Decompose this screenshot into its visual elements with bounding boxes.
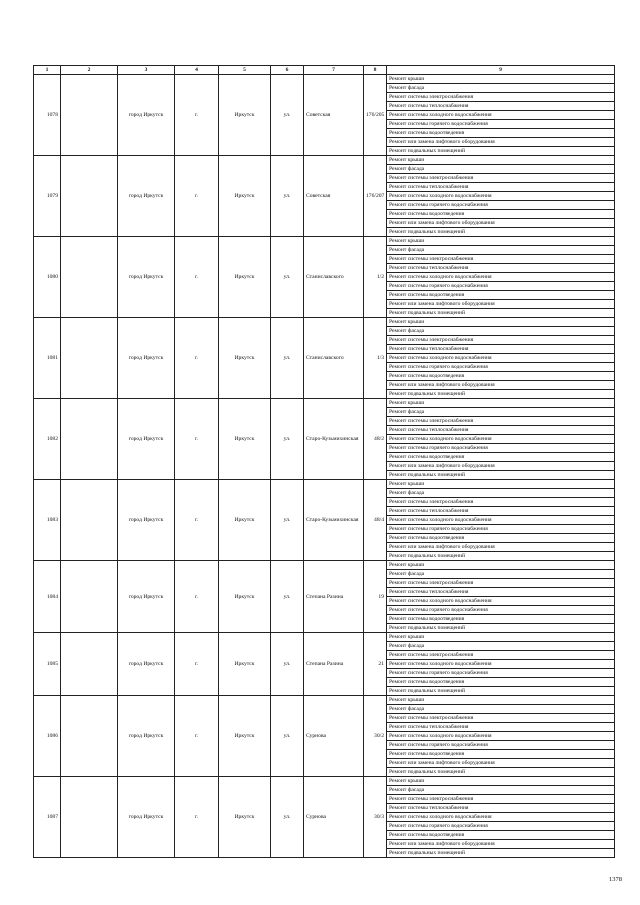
record-number: 1082 xyxy=(34,399,61,480)
table-row xyxy=(34,399,615,408)
record-col2 xyxy=(61,561,118,633)
work-item: Ремонт системы холодного водоснабжения xyxy=(387,273,615,282)
work-item: Ремонт крыши xyxy=(387,633,615,642)
record-col2 xyxy=(61,318,118,399)
work-item: Ремонт фасада xyxy=(387,570,615,579)
record-settlement-type: г. xyxy=(175,561,219,633)
work-item: Ремонт фасада xyxy=(387,408,615,417)
table-row xyxy=(34,156,615,165)
record-col2 xyxy=(61,696,118,777)
work-item: Ремонт системы горячего водоснабжения xyxy=(387,669,615,678)
work-item: Ремонт фасада xyxy=(387,327,615,336)
record-street-type: ул. xyxy=(271,696,304,777)
record-street: Сурнова xyxy=(304,777,364,858)
work-item: Ремонт системы холодного водоснабжения xyxy=(387,732,615,741)
record-col2 xyxy=(61,75,118,156)
record-street: Старо-Кузьмихинская xyxy=(304,480,364,561)
record-municipality: город Иркутск xyxy=(118,777,175,858)
record-col2 xyxy=(61,156,118,237)
record-municipality: город Иркутск xyxy=(118,318,175,399)
column-header: 7 xyxy=(304,66,364,75)
work-item: Ремонт системы теплоснабжения xyxy=(387,183,615,192)
table-row xyxy=(34,480,615,489)
work-item: Ремонт подвальных помещений xyxy=(387,768,615,777)
record-street-type: ул. xyxy=(271,156,304,237)
record-municipality: город Иркутск xyxy=(118,156,175,237)
work-item: Ремонт крыши xyxy=(387,561,615,570)
record-municipality: город Иркутск xyxy=(118,399,175,480)
work-item: Ремонт или замена лифтового оборудования xyxy=(387,462,615,471)
record-number: 1086 xyxy=(34,696,61,777)
work-item: Ремонт системы холодного водоснабжения xyxy=(387,354,615,363)
record-settlement-type: г. xyxy=(175,75,219,156)
record-col2 xyxy=(61,237,118,318)
record-number: 1081 xyxy=(34,318,61,399)
record-settlement-type: г. xyxy=(175,399,219,480)
record-street-type: ул. xyxy=(271,399,304,480)
record-municipality: город Иркутск xyxy=(118,480,175,561)
column-header: 1 xyxy=(34,66,61,75)
work-item: Ремонт системы водоотведения xyxy=(387,291,615,300)
work-item: Ремонт фасада xyxy=(387,786,615,795)
record-house: 176/205 xyxy=(364,75,387,156)
work-item: Ремонт или замена лифтового оборудования xyxy=(387,543,615,552)
work-item: Ремонт системы холодного водоснабжения xyxy=(387,813,615,822)
record-municipality: город Иркутск xyxy=(118,633,175,696)
work-item: Ремонт системы теплоснабжения xyxy=(387,804,615,813)
work-item: Ремонт подвальных помещений xyxy=(387,687,615,696)
work-item: Ремонт крыши xyxy=(387,696,615,705)
work-item: Ремонт системы водоотведения xyxy=(387,750,615,759)
column-header: 6 xyxy=(271,66,304,75)
work-item: Ремонт системы холодного водоснабжения xyxy=(387,660,615,669)
record-settlement: Иркутск xyxy=(219,237,271,318)
work-item: Ремонт системы водоотведения xyxy=(387,453,615,462)
work-item: Ремонт системы холодного водоснабжения xyxy=(387,597,615,606)
work-item: Ремонт системы электроснабжения xyxy=(387,417,615,426)
work-item: Ремонт подвальных помещений xyxy=(387,309,615,318)
work-item: Ремонт подвальных помещений xyxy=(387,552,615,561)
record-street: Степана Разина xyxy=(304,561,364,633)
work-item: Ремонт системы водоотведения xyxy=(387,831,615,840)
column-header: 3 xyxy=(118,66,175,75)
work-item: Ремонт системы теплоснабжения xyxy=(387,588,615,597)
work-item: Ремонт фасада xyxy=(387,246,615,255)
work-item: Ремонт системы водоотведения xyxy=(387,129,615,138)
record-house: 1/2 xyxy=(364,237,387,318)
work-item: Ремонт системы горячего водоснабжения xyxy=(387,525,615,534)
column-header: 8 xyxy=(364,66,387,75)
record-number: 1085 xyxy=(34,633,61,696)
work-item: Ремонт системы горячего водоснабжения xyxy=(387,741,615,750)
record-house: 21 xyxy=(364,633,387,696)
work-item: Ремонт системы горячего водоснабжения xyxy=(387,120,615,129)
record-house: 19 xyxy=(364,561,387,633)
record-settlement: Иркутск xyxy=(219,399,271,480)
work-item: Ремонт крыши xyxy=(387,480,615,489)
record-number: 1080 xyxy=(34,237,61,318)
record-settlement: Иркутск xyxy=(219,777,271,858)
work-item: Ремонт подвальных помещений xyxy=(387,471,615,480)
work-item: Ремонт системы электроснабжения xyxy=(387,498,615,507)
record-settlement-type: г. xyxy=(175,480,219,561)
record-settlement-type: г. xyxy=(175,237,219,318)
work-item: Ремонт крыши xyxy=(387,318,615,327)
record-street: Станиславского xyxy=(304,237,364,318)
record-street-type: ул. xyxy=(271,480,304,561)
record-municipality: город Иркутск xyxy=(118,696,175,777)
record-number: 1087 xyxy=(34,777,61,858)
work-item: Ремонт системы горячего водоснабжения xyxy=(387,444,615,453)
table-row xyxy=(34,777,615,786)
work-item: Ремонт фасада xyxy=(387,165,615,174)
work-item: Ремонт системы водоотведения xyxy=(387,678,615,687)
record-municipality: город Иркутск xyxy=(118,237,175,318)
work-item: Ремонт системы теплоснабжения xyxy=(387,507,615,516)
work-item: Ремонт системы электроснабжения xyxy=(387,93,615,102)
work-item: Ремонт системы горячего водоснабжения xyxy=(387,363,615,372)
work-item: Ремонт системы холодного водоснабжения xyxy=(387,192,615,201)
table-body xyxy=(34,75,615,858)
work-item: Ремонт системы электроснабжения xyxy=(387,255,615,264)
work-item: Ремонт системы электроснабжения xyxy=(387,336,615,345)
work-item: Ремонт системы теплоснабжения xyxy=(387,264,615,273)
record-house: 48/2 xyxy=(364,399,387,480)
record-settlement: Иркутск xyxy=(219,633,271,696)
table-row xyxy=(34,633,615,642)
record-street: Советская xyxy=(304,75,364,156)
work-item: Ремонт подвальных помещений xyxy=(387,849,615,858)
work-item: Ремонт системы холодного водоснабжения xyxy=(387,435,615,444)
work-item: Ремонт системы горячего водоснабжения xyxy=(387,282,615,291)
work-item: Ремонт подвальных помещений xyxy=(387,624,615,633)
work-item: Ремонт системы электроснабжения xyxy=(387,651,615,660)
work-item: Ремонт или замена лифтового оборудования xyxy=(387,840,615,849)
record-street: Сурнова xyxy=(304,696,364,777)
column-header: 4 xyxy=(175,66,219,75)
record-number: 1084 xyxy=(34,561,61,633)
work-item: Ремонт системы горячего водоснабжения xyxy=(387,606,615,615)
page-number: 1378 xyxy=(609,876,622,883)
record-number: 1083 xyxy=(34,480,61,561)
work-item: Ремонт крыши xyxy=(387,75,615,84)
work-item: Ремонт или замена лифтового оборудования xyxy=(387,138,615,147)
record-street: Степана Разина xyxy=(304,633,364,696)
column-header: 9 xyxy=(387,66,615,75)
work-item: Ремонт крыши xyxy=(387,399,615,408)
work-item: Ремонт фасада xyxy=(387,705,615,714)
work-item: Ремонт фасада xyxy=(387,489,615,498)
work-item: Ремонт системы теплоснабжения xyxy=(387,102,615,111)
work-item: Ремонт или замена лифтового оборудования xyxy=(387,219,615,228)
address-program-table xyxy=(33,65,615,858)
record-settlement-type: г. xyxy=(175,156,219,237)
table-row xyxy=(34,561,615,570)
work-item: Ремонт или замена лифтового оборудования xyxy=(387,759,615,768)
work-item: Ремонт крыши xyxy=(387,156,615,165)
record-settlement-type: г. xyxy=(175,633,219,696)
work-item: Ремонт системы горячего водоснабжения xyxy=(387,822,615,831)
record-house: 30/3 xyxy=(364,777,387,858)
record-municipality: город Иркутск xyxy=(118,561,175,633)
column-number-row xyxy=(34,66,615,75)
record-street-type: ул. xyxy=(271,561,304,633)
work-item: Ремонт системы электроснабжения xyxy=(387,174,615,183)
work-item: Ремонт подвальных помещений xyxy=(387,147,615,156)
record-street-type: ул. xyxy=(271,633,304,696)
record-settlement: Иркутск xyxy=(219,318,271,399)
record-col2 xyxy=(61,633,118,696)
work-item: Ремонт системы теплоснабжения xyxy=(387,426,615,435)
record-number: 1079 xyxy=(34,156,61,237)
record-street-type: ул. xyxy=(271,237,304,318)
table-row xyxy=(34,318,615,327)
record-col2 xyxy=(61,399,118,480)
record-house: 176/207 xyxy=(364,156,387,237)
work-item: Ремонт системы водоотведения xyxy=(387,210,615,219)
record-street: Советская xyxy=(304,156,364,237)
record-street: Станиславского xyxy=(304,318,364,399)
work-item: Ремонт системы холодного водоснабжения xyxy=(387,111,615,120)
work-item: Ремонт системы теплоснабжения xyxy=(387,723,615,732)
table-row xyxy=(34,696,615,705)
record-settlement: Иркутск xyxy=(219,696,271,777)
record-settlement-type: г. xyxy=(175,777,219,858)
work-item: Ремонт системы теплоснабжения xyxy=(387,345,615,354)
record-settlement-type: г. xyxy=(175,318,219,399)
work-item: Ремонт системы холодного водоснабжения xyxy=(387,516,615,525)
record-municipality: город Иркутск xyxy=(118,75,175,156)
work-item: Ремонт системы электроснабжения xyxy=(387,714,615,723)
record-house: 1/3 xyxy=(364,318,387,399)
record-street-type: ул. xyxy=(271,777,304,858)
work-item: Ремонт фасада xyxy=(387,642,615,651)
record-house: 48/4 xyxy=(364,480,387,561)
record-house: 30/2 xyxy=(364,696,387,777)
record-settlement: Иркутск xyxy=(219,156,271,237)
record-col2 xyxy=(61,777,118,858)
work-item: Ремонт системы водоотведения xyxy=(387,615,615,624)
column-header: 5 xyxy=(219,66,271,75)
work-item: Ремонт или замена лифтового оборудования xyxy=(387,381,615,390)
record-settlement: Иркутск xyxy=(219,480,271,561)
work-item: Ремонт подвальных помещений xyxy=(387,228,615,237)
column-header: 2 xyxy=(61,66,118,75)
record-settlement: Иркутск xyxy=(219,75,271,156)
table-row xyxy=(34,237,615,246)
record-street: Старо-Кузьмихинская xyxy=(304,399,364,480)
record-settlement-type: г. xyxy=(175,696,219,777)
table-row xyxy=(34,75,615,84)
work-item: Ремонт фасада xyxy=(387,84,615,93)
record-street-type: ул. xyxy=(271,318,304,399)
work-item: Ремонт крыши xyxy=(387,237,615,246)
work-item: Ремонт подвальных помещений xyxy=(387,390,615,399)
work-item: Ремонт системы электроснабжения xyxy=(387,579,615,588)
record-street-type: ул. xyxy=(271,75,304,156)
work-item: Ремонт системы горячего водоснабжения xyxy=(387,201,615,210)
work-item: Ремонт крыши xyxy=(387,777,615,786)
work-item: Ремонт системы электроснабжения xyxy=(387,795,615,804)
record-col2 xyxy=(61,480,118,561)
record-settlement: Иркутск xyxy=(219,561,271,633)
record-number: 1078 xyxy=(34,75,61,156)
work-item: Ремонт или замена лифтового оборудования xyxy=(387,300,615,309)
work-item: Ремонт системы водоотведения xyxy=(387,372,615,381)
work-item: Ремонт системы водоотведения xyxy=(387,534,615,543)
